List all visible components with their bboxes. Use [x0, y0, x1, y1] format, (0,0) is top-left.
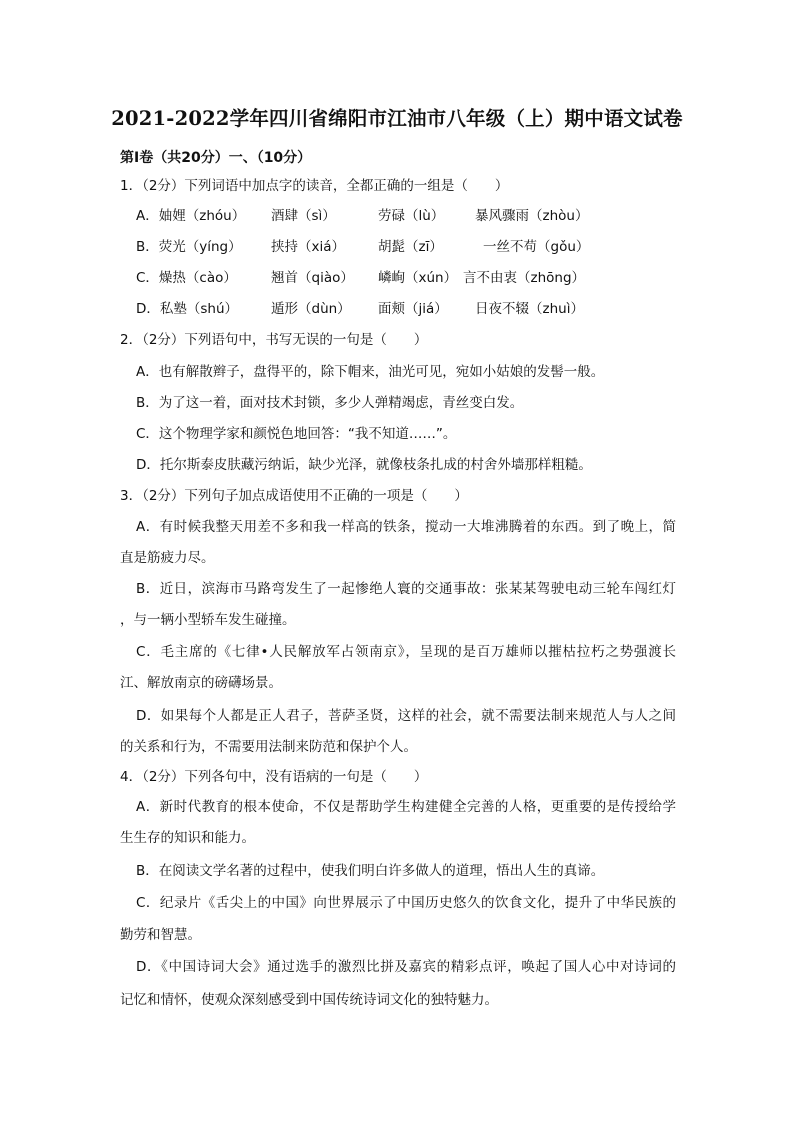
question-1-stem: 1．（2分）下列词语中加点字的读音，全都正确的一组是（ ） — [120, 178, 509, 194]
page-title: 2021-2022学年四川省绵阳市江油市八年级（上）期中语文试卷 — [111, 107, 683, 130]
question-2-option-d: D．托尔斯泰皮肤藏污纳诟，缺少光泽，就像枝条扎成的村舍外墙那样粗糙。 — [136, 457, 592, 473]
option-a-word-3: 劳碌（lù） — [378, 208, 445, 224]
question-3-option-b-line-2: ，与一辆小型轿车发生碰撞。 — [120, 612, 296, 628]
question-3-option-a-line-2: 直是筋疲力尽。 — [120, 550, 215, 566]
option-d-word-4: 日夜不辍（zhuì） — [475, 301, 584, 317]
option-c-word-1: C．燥热（cào） — [136, 270, 237, 286]
question-4-option-a-line-2: 生生存的知识和能力。 — [120, 830, 255, 846]
option-c-word-4: 言不由衷（zhōng） — [463, 270, 586, 286]
question-4-option-d-line-2: 记忆和情怀，使观众深刻感受到中国传统诗词文化的独特魅力。 — [120, 992, 498, 1008]
section-header: 第Ⅰ卷（共20分）一、（10分） — [120, 150, 312, 166]
question-2-stem: 2．（2分）下列语句中，书写无误的一句是（ ） — [120, 332, 428, 348]
option-a-word-2: 酒肆（sì） — [271, 208, 336, 224]
question-2-option-a: A．也有解散辫子，盘得平的，除下帽来，油光可见，宛如小姑娘的发髻一般。 — [136, 364, 605, 380]
option-b-word-2: 挟持（xiá） — [271, 239, 346, 255]
question-4-option-d-line-1: D．《中国诗词大会》通过选手的激烈比拼及嘉宾的精彩点评，唤起了国人心中对诗词的 — [136, 959, 676, 975]
question-3-stem: 3．（2分）下列句子加点成语使用不正确的一项是（ ） — [120, 488, 468, 504]
option-c-word-3: 嶙峋（xún） — [378, 270, 458, 286]
option-d-word-2: 遁形（dùn） — [271, 301, 351, 317]
question-4-stem: 4．（2分）下列各句中，没有语病的一句是（ ） — [120, 769, 428, 785]
question-2-option-c: C．这个物理学家和颜悦色地回答：“我不知道……”。 — [136, 426, 457, 442]
option-b-word-4: 一丝不苟（gǒu） — [483, 239, 590, 255]
question-3-option-a-line-1: A．有时候我整天用差不多和我一样高的铁条，搅动一大堆沸腾着的东西。到了晚上，简 — [136, 519, 676, 535]
question-3-option-d-line-2: 的关系和行为，不需要用法制来防范和保护个人。 — [120, 739, 417, 755]
option-b-word-1: B．荧光（yíng） — [136, 239, 242, 255]
question-3-option-d-line-1: D．如果每个人都是正人君子，菩萨圣贤，这样的社会，就不需要法制来规范人与人之间 — [136, 708, 676, 724]
question-3-option-b-line-1: B．近日，滨海市马路弯发生了一起惨绝人寰的交通事故：张某某驾驶电动三轮车闯红灯 — [136, 581, 676, 597]
question-4-option-c-line-1: C．纪录片《舌尖上的中国》向世界展示了中国历史悠久的饮食文化，提升了中华民族的 — [136, 895, 676, 911]
option-c-word-2: 翘首（qiào） — [271, 270, 354, 286]
question-4-option-a-line-1: A．新时代教育的根本使命，不仅是帮助学生构建健全完善的人格，更重要的是传授给学 — [136, 799, 676, 815]
option-d-word-3: 面颊（jiá） — [378, 301, 448, 317]
option-d-word-1: D．私塾（shú） — [136, 301, 239, 317]
question-4-option-b: B．在阅读文学名著的过程中，使我们明白许多做人的道理，悟出人生的真谛。 — [136, 863, 605, 879]
question-2-option-b: B．为了这一着，面对技术封锁，多少人弹精竭虑，青丝变白发。 — [136, 395, 524, 411]
option-a-word-4: 暴风骤雨（zhòu） — [475, 208, 589, 224]
question-3-option-c-line-2: 江、解放南京的磅礴场景。 — [120, 675, 282, 691]
question-4-option-c-line-2: 勤劳和智慧。 — [120, 927, 201, 943]
question-3-option-c-line-1: C．毛主席的《七律•人民解放军占领南京》，呈现的是百万雄师以摧枯拉朽之势强渡长 — [136, 644, 676, 660]
option-b-word-3: 胡髭（zī） — [378, 239, 443, 255]
option-a-word-1: A．妯娌（zhóu） — [136, 208, 246, 224]
